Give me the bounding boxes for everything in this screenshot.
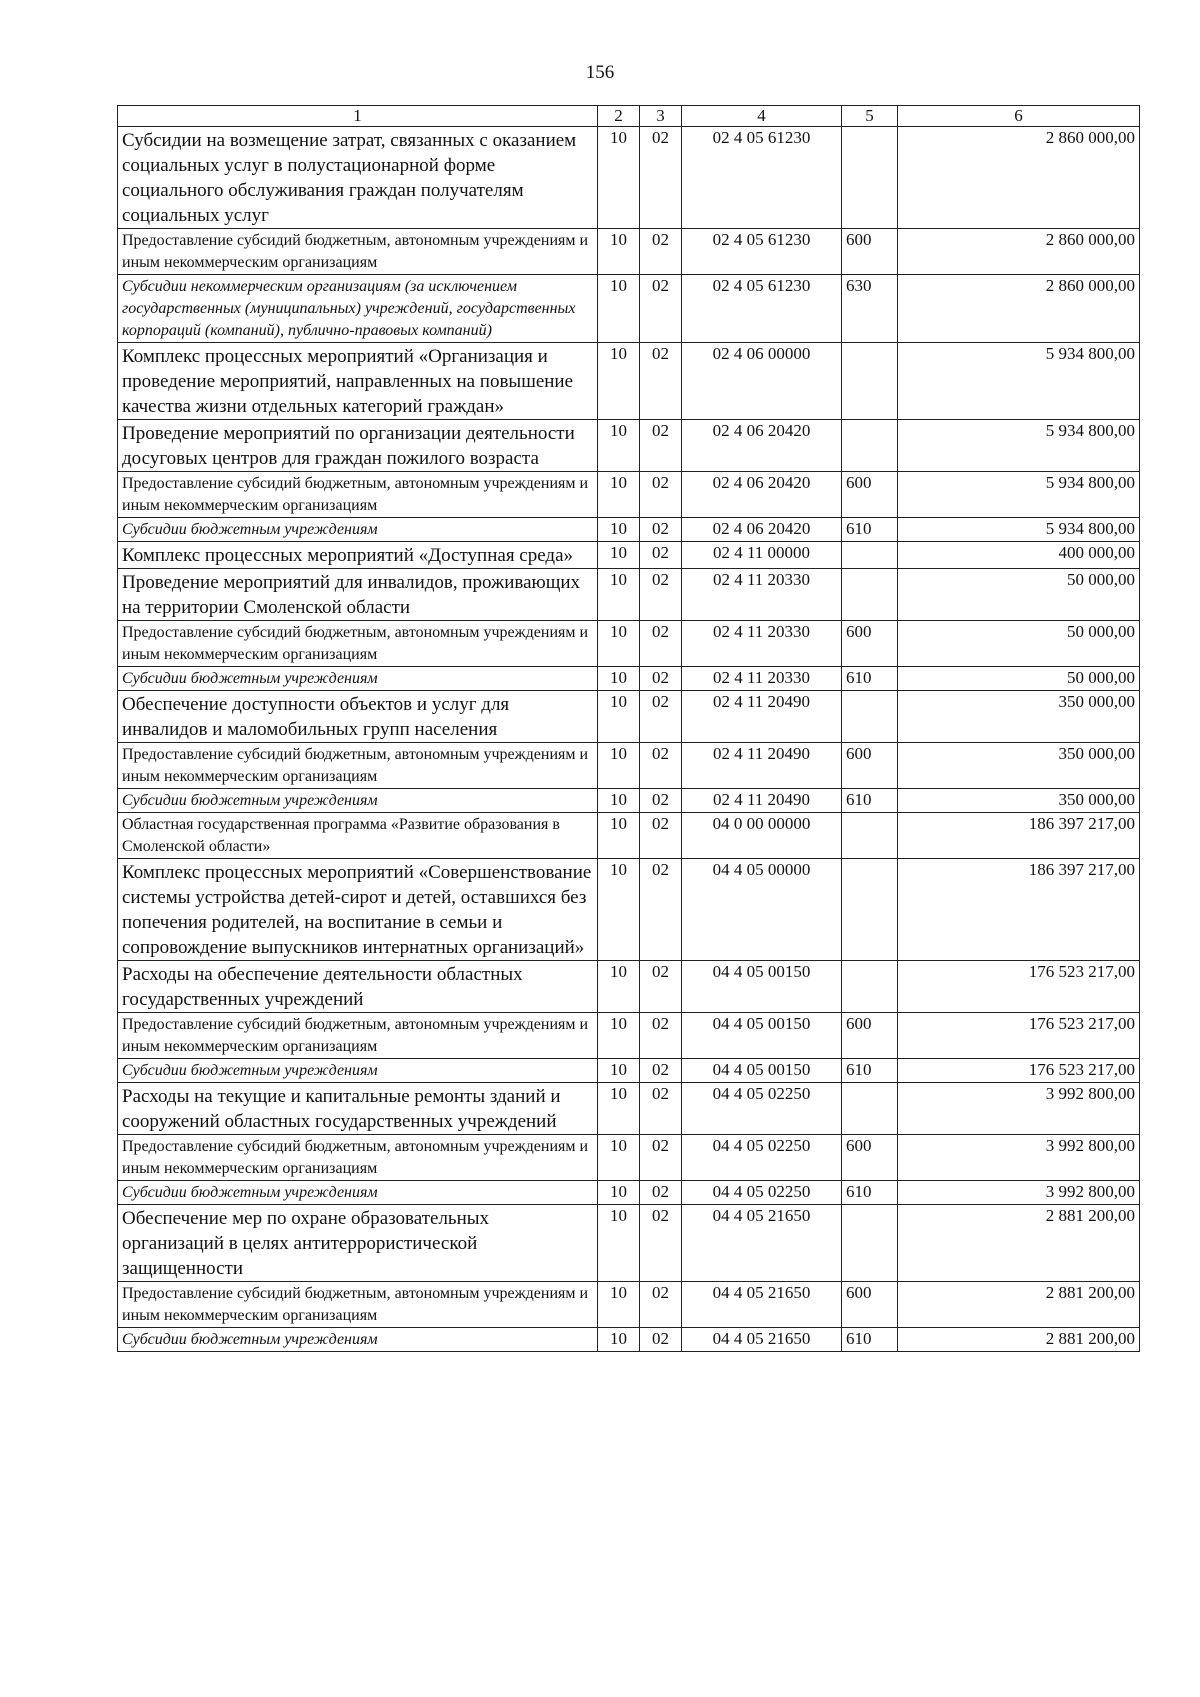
row-section: 10 <box>598 667 640 691</box>
row-expense-type <box>842 569 898 621</box>
row-amount: 186 397 217,00 <box>898 813 1140 859</box>
row-subsection: 02 <box>640 1059 682 1083</box>
row-subsection: 02 <box>640 472 682 518</box>
row-name: Проведение мероприятий по организации деятельности досуговых центров для граждан пожилого возраста <box>118 420 598 472</box>
row-name: Предоставление субсидий бюджетным, автономным учреждениям и иным некоммерческим организациям <box>118 1013 598 1059</box>
row-target-article: 04 4 05 21650 <box>682 1282 842 1328</box>
row-target-article: 02 4 11 00000 <box>682 542 842 569</box>
row-amount: 400 000,00 <box>898 542 1140 569</box>
row-section: 10 <box>598 1205 640 1282</box>
row-target-article: 02 4 06 20420 <box>682 518 842 542</box>
row-subsection: 02 <box>640 542 682 569</box>
row-amount: 2 881 200,00 <box>898 1205 1140 1282</box>
row-section: 10 <box>598 1181 640 1205</box>
row-subsection: 02 <box>640 813 682 859</box>
table-row <box>118 859 1140 961</box>
row-expense-type: 600 <box>842 743 898 789</box>
row-expense-type <box>842 859 898 961</box>
row-section: 10 <box>598 621 640 667</box>
row-amount: 5 934 800,00 <box>898 343 1140 420</box>
table-row <box>118 1135 1140 1181</box>
header-row <box>118 106 1140 127</box>
row-section: 10 <box>598 343 640 420</box>
table-row <box>118 127 1140 229</box>
row-expense-type: 600 <box>842 472 898 518</box>
row-target-article: 02 4 05 61230 <box>682 275 842 343</box>
row-name: Комплекс процессных мероприятий «Совершенствование системы устройства детей-сирот и детей, оставшихся без попечения родителей, на воспитание в семьи и сопровождение выпускников интернатных организаций» <box>118 859 598 961</box>
row-section: 10 <box>598 1328 640 1352</box>
row-target-article: 04 0 00 00000 <box>682 813 842 859</box>
row-section: 10 <box>598 542 640 569</box>
row-name: Субсидии некоммерческим организациям (за исключением государственных (муниципальных) учреждений, государственных корпораций (компаний), публично-правовых компаний) <box>118 275 598 343</box>
row-target-article: 02 4 11 20490 <box>682 789 842 813</box>
row-name: Субсидии бюджетным учреждениям <box>118 667 598 691</box>
row-amount: 5 934 800,00 <box>898 420 1140 472</box>
row-target-article: 04 4 05 00150 <box>682 961 842 1013</box>
row-name: Предоставление субсидий бюджетным, автономным учреждениям и иным некоммерческим организациям <box>118 743 598 789</box>
row-target-article: 04 4 05 00150 <box>682 1013 842 1059</box>
row-target-article: 02 4 06 20420 <box>682 472 842 518</box>
table-row <box>118 1282 1140 1328</box>
row-amount: 350 000,00 <box>898 789 1140 813</box>
row-target-article: 02 4 11 20330 <box>682 569 842 621</box>
row-expense-type: 610 <box>842 789 898 813</box>
row-subsection: 02 <box>640 1013 682 1059</box>
row-target-article: 02 4 11 20330 <box>682 667 842 691</box>
row-expense-type: 600 <box>842 229 898 275</box>
row-section: 10 <box>598 813 640 859</box>
header-cell: 6 <box>898 106 1140 127</box>
table-row <box>118 275 1140 343</box>
row-amount: 350 000,00 <box>898 743 1140 789</box>
header-cell: 1 <box>118 106 598 127</box>
row-section: 10 <box>598 1013 640 1059</box>
row-amount: 5 934 800,00 <box>898 472 1140 518</box>
row-amount: 50 000,00 <box>898 569 1140 621</box>
row-target-article: 04 4 05 02250 <box>682 1135 842 1181</box>
row-subsection: 02 <box>640 1205 682 1282</box>
row-expense-type <box>842 542 898 569</box>
table-row <box>118 621 1140 667</box>
row-expense-type: 600 <box>842 1013 898 1059</box>
row-subsection: 02 <box>640 789 682 813</box>
row-expense-type <box>842 420 898 472</box>
row-target-article: 02 4 06 00000 <box>682 343 842 420</box>
row-subsection: 02 <box>640 1282 682 1328</box>
table-row <box>118 1059 1140 1083</box>
row-name: Предоставление субсидий бюджетным, автономным учреждениям и иным некоммерческим организациям <box>118 229 598 275</box>
row-subsection: 02 <box>640 667 682 691</box>
row-expense-type <box>842 343 898 420</box>
row-expense-type <box>842 1205 898 1282</box>
table-row <box>118 813 1140 859</box>
row-subsection: 02 <box>640 127 682 229</box>
row-target-article: 04 4 05 21650 <box>682 1328 842 1352</box>
row-name: Субсидии на возмещение затрат, связанных с оказанием социальных услуг в полустационарной форме социального обслуживания граждан получателям социальных услуг <box>118 127 598 229</box>
row-expense-type: 600 <box>842 1135 898 1181</box>
row-expense-type: 610 <box>842 667 898 691</box>
row-section: 10 <box>598 961 640 1013</box>
row-amount: 186 397 217,00 <box>898 859 1140 961</box>
row-amount: 176 523 217,00 <box>898 1013 1140 1059</box>
row-name: Областная государственная программа «Развитие образования в Смоленской области» <box>118 813 598 859</box>
header-cell: 3 <box>640 106 682 127</box>
row-target-article: 02 4 11 20330 <box>682 621 842 667</box>
row-subsection: 02 <box>640 621 682 667</box>
row-section: 10 <box>598 472 640 518</box>
row-section: 10 <box>598 1135 640 1181</box>
row-amount: 50 000,00 <box>898 667 1140 691</box>
row-amount: 2 860 000,00 <box>898 275 1140 343</box>
row-target-article: 02 4 11 20490 <box>682 743 842 789</box>
row-subsection: 02 <box>640 1135 682 1181</box>
row-section: 10 <box>598 420 640 472</box>
row-name: Обеспечение мер по охране образовательных организаций в целях антитеррористической защищенности <box>118 1205 598 1282</box>
row-target-article: 02 4 05 61230 <box>682 229 842 275</box>
row-section: 10 <box>598 691 640 743</box>
table-row <box>118 667 1140 691</box>
row-subsection: 02 <box>640 229 682 275</box>
row-target-article: 02 4 11 20490 <box>682 691 842 743</box>
row-amount: 3 992 800,00 <box>898 1181 1140 1205</box>
row-target-article: 04 4 05 02250 <box>682 1083 842 1135</box>
row-name: Проведение мероприятий для инвалидов, проживающих на территории Смоленской области <box>118 569 598 621</box>
row-amount: 5 934 800,00 <box>898 518 1140 542</box>
row-expense-type: 610 <box>842 1328 898 1352</box>
row-section: 10 <box>598 859 640 961</box>
header-cell: 4 <box>682 106 842 127</box>
table-row <box>118 569 1140 621</box>
table-row <box>118 420 1140 472</box>
row-expense-type: 610 <box>842 518 898 542</box>
row-expense-type <box>842 813 898 859</box>
header-cell: 2 <box>598 106 640 127</box>
table-row <box>118 518 1140 542</box>
row-target-article: 02 4 06 20420 <box>682 420 842 472</box>
row-subsection: 02 <box>640 691 682 743</box>
row-target-article: 04 4 05 00150 <box>682 1059 842 1083</box>
row-expense-type: 610 <box>842 1181 898 1205</box>
row-name: Субсидии бюджетным учреждениям <box>118 1181 598 1205</box>
row-name: Предоставление субсидий бюджетным, автономным учреждениям и иным некоммерческим организациям <box>118 472 598 518</box>
row-expense-type <box>842 127 898 229</box>
row-name: Комплекс процессных мероприятий «Доступная среда» <box>118 542 598 569</box>
row-expense-type: 630 <box>842 275 898 343</box>
row-amount: 50 000,00 <box>898 621 1140 667</box>
row-section: 10 <box>598 229 640 275</box>
row-section: 10 <box>598 518 640 542</box>
row-name: Обеспечение доступности объектов и услуг для инвалидов и маломобильных групп населения <box>118 691 598 743</box>
row-amount: 2 881 200,00 <box>898 1328 1140 1352</box>
row-subsection: 02 <box>640 961 682 1013</box>
row-expense-type <box>842 1083 898 1135</box>
table-row <box>118 1205 1140 1282</box>
row-target-article: 04 4 05 00000 <box>682 859 842 961</box>
row-name: Расходы на обеспечение деятельности областных государственных учреждений <box>118 961 598 1013</box>
row-section: 10 <box>598 127 640 229</box>
row-expense-type: 600 <box>842 1282 898 1328</box>
row-section: 10 <box>598 275 640 343</box>
row-name: Расходы на текущие и капитальные ремонты зданий и сооружений областных государственных учреждений <box>118 1083 598 1135</box>
row-section: 10 <box>598 1059 640 1083</box>
table-row <box>118 691 1140 743</box>
table-row <box>118 343 1140 420</box>
row-subsection: 02 <box>640 343 682 420</box>
row-name: Субсидии бюджетным учреждениям <box>118 1328 598 1352</box>
row-expense-type <box>842 961 898 1013</box>
table-row <box>118 1083 1140 1135</box>
row-subsection: 02 <box>640 420 682 472</box>
row-subsection: 02 <box>640 743 682 789</box>
row-name: Субсидии бюджетным учреждениям <box>118 789 598 813</box>
row-amount: 2 860 000,00 <box>898 127 1140 229</box>
page-number: 156 <box>585 62 615 83</box>
row-name: Предоставление субсидий бюджетным, автономным учреждениям и иным некоммерческим организациям <box>118 1135 598 1181</box>
row-subsection: 02 <box>640 1328 682 1352</box>
row-name: Предоставление субсидий бюджетным, автономным учреждениям и иным некоммерческим организациям <box>118 621 598 667</box>
table-row <box>118 1013 1140 1059</box>
row-amount: 176 523 217,00 <box>898 961 1140 1013</box>
table-row <box>118 1181 1140 1205</box>
header-cell: 5 <box>842 106 898 127</box>
row-name: Комплекс процессных мероприятий «Организация и проведение мероприятий, направленных на повышение качества жизни отдельных категорий граждан» <box>118 343 598 420</box>
row-amount: 350 000,00 <box>898 691 1140 743</box>
table-row <box>118 961 1140 1013</box>
row-expense-type: 610 <box>842 1059 898 1083</box>
row-section: 10 <box>598 1083 640 1135</box>
row-amount: 176 523 217,00 <box>898 1059 1140 1083</box>
row-amount: 2 860 000,00 <box>898 229 1140 275</box>
row-expense-type <box>842 691 898 743</box>
row-expense-type: 600 <box>842 621 898 667</box>
row-section: 10 <box>598 569 640 621</box>
budget-table <box>117 105 1140 1352</box>
row-subsection: 02 <box>640 1083 682 1135</box>
table-row <box>118 1328 1140 1352</box>
row-section: 10 <box>598 789 640 813</box>
row-section: 10 <box>598 1282 640 1328</box>
row-target-article: 04 4 05 02250 <box>682 1181 842 1205</box>
table-row <box>118 743 1140 789</box>
row-subsection: 02 <box>640 859 682 961</box>
row-amount: 3 992 800,00 <box>898 1083 1140 1135</box>
row-name: Субсидии бюджетным учреждениям <box>118 518 598 542</box>
table-row <box>118 542 1140 569</box>
row-section: 10 <box>598 743 640 789</box>
row-subsection: 02 <box>640 569 682 621</box>
table-row <box>118 229 1140 275</box>
row-amount: 3 992 800,00 <box>898 1135 1140 1181</box>
table-row <box>118 789 1140 813</box>
row-name: Предоставление субсидий бюджетным, автономным учреждениям и иным некоммерческим организациям <box>118 1282 598 1328</box>
row-target-article: 04 4 05 21650 <box>682 1205 842 1282</box>
table-row <box>118 472 1140 518</box>
row-subsection: 02 <box>640 518 682 542</box>
row-subsection: 02 <box>640 275 682 343</box>
row-amount: 2 881 200,00 <box>898 1282 1140 1328</box>
row-target-article: 02 4 05 61230 <box>682 127 842 229</box>
row-name: Субсидии бюджетным учреждениям <box>118 1059 598 1083</box>
row-subsection: 02 <box>640 1181 682 1205</box>
